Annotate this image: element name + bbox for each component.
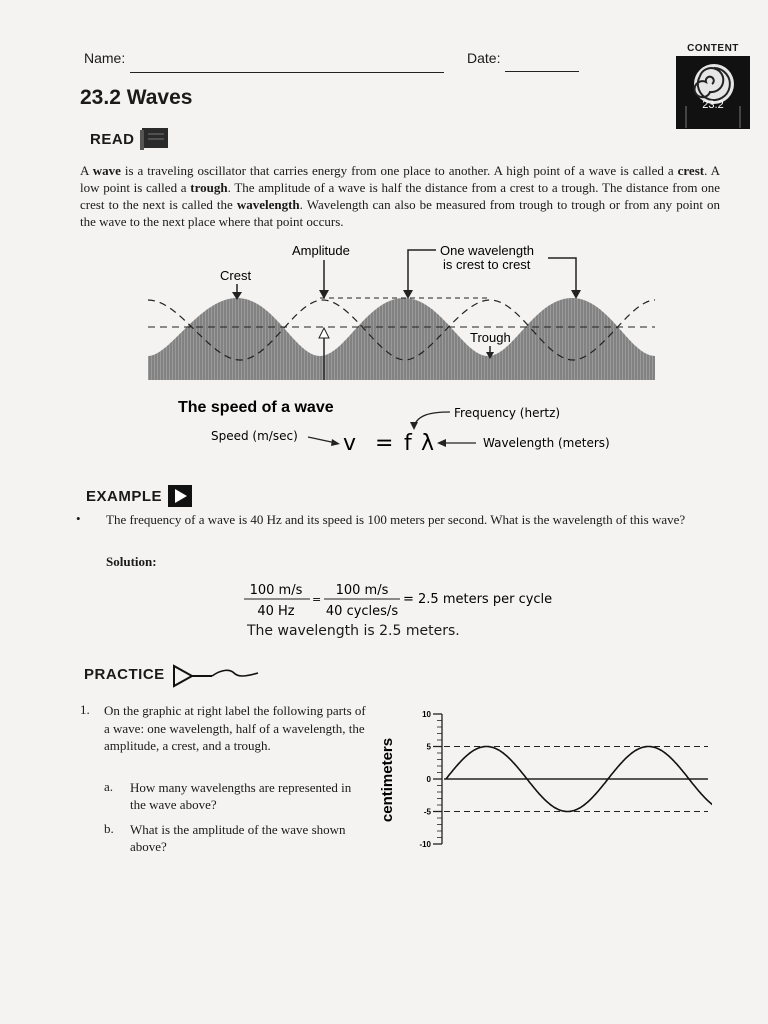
date-label: Date:	[467, 50, 501, 66]
content-badge	[676, 43, 750, 129]
frequency-label: Frequency (hertz)	[454, 406, 561, 420]
y-tick-label: -5	[423, 807, 431, 817]
practice-heading: PRACTICE	[84, 666, 165, 683]
play-arrow-icon	[168, 485, 192, 507]
bold-term: wave	[92, 163, 121, 178]
badge-number: 23.2	[702, 99, 724, 111]
fraction2-numerator: 100 m/s	[335, 583, 389, 598]
fraction1-numerator: 100 m/s	[249, 583, 303, 598]
fraction2-denominator: 40 cycles/s	[325, 604, 399, 619]
y-tick-label: 5	[426, 742, 431, 752]
paragraph-text: A	[80, 163, 93, 178]
speed-arrow-head	[331, 439, 340, 446]
paragraph-text: is a traveling oscillator that carries energy from one place to another. A high point of a wave is called a	[120, 163, 678, 178]
date-field[interactable]	[505, 71, 579, 72]
question-1-text: On the graphic at right label the following parts of a wave: one wavelength, half of a wavelength, the amplitude, a crest, and a trough.	[104, 703, 366, 753]
trough-label: Trough	[470, 330, 511, 345]
symbol-v: v	[343, 431, 357, 456]
intro-paragraph	[80, 162, 720, 230]
page-title: 23.2 Waves	[80, 86, 193, 109]
y-axis-label: centimeters	[379, 737, 396, 823]
equation-result: = 2.5 meters per cycle	[403, 592, 553, 607]
y-tick-label: 0	[426, 775, 431, 784]
wave-diagram	[140, 238, 660, 383]
symbol-lambda: λ	[421, 431, 435, 456]
pencil-arrow-icon	[172, 663, 262, 689]
frequency-arrow	[414, 412, 450, 426]
equals-sign: =	[312, 593, 322, 606]
solution-result: The wavelength is 2.5 meters.	[247, 623, 460, 639]
frequency-arrow-head	[410, 422, 418, 430]
wave-filled-shape	[148, 298, 655, 380]
paragraph-text: . A low point is called a	[80, 163, 721, 195]
solution-label: Solution:	[106, 554, 157, 569]
paragraph-text: . Wavelength can also be measured from trough to trough or from any point on the wave to the next place where that point occurs.	[80, 197, 720, 229]
name-label: Name:	[84, 50, 126, 66]
fraction1-denominator: 40 Hz	[257, 604, 295, 619]
wavelength-arrow-right-head	[571, 290, 581, 299]
badge-box	[676, 56, 750, 129]
solution-equation	[240, 578, 570, 622]
speed-formula-diagram	[170, 393, 640, 465]
read-heading: READ	[90, 131, 135, 148]
book-icon	[138, 124, 170, 152]
speed-formula-title: The speed of a wave	[178, 399, 334, 416]
wavelength-label: Wavelength (meters)	[483, 436, 610, 450]
amplitude-label: Amplitude	[292, 243, 350, 258]
speed-label: Speed (m/sec)	[211, 429, 298, 443]
example-heading: EXAMPLE	[86, 488, 163, 505]
question-a-text: How many wavelengths are represented in the wave above?	[130, 780, 352, 812]
question-1-number: 1.	[80, 702, 90, 717]
wavelength-label-line2: is crest to crest	[443, 257, 531, 272]
example-question: The frequency of a wave is 40 Hz and its speed is 100 meters per second. What is the wavelength of this wave?	[106, 512, 686, 527]
wavelength-label-line1: One wavelength	[440, 243, 534, 258]
y-tick-label: -10	[419, 840, 431, 849]
symbol-equals: =	[375, 431, 394, 456]
bold-term: wavelength	[236, 197, 300, 212]
badge-label: CONTENT	[687, 43, 739, 54]
wavelength-bracket-left	[408, 250, 436, 296]
symbol-f: f	[404, 431, 412, 456]
nautilus-shell-icon	[676, 56, 750, 129]
y-tick-label: 10	[422, 710, 431, 719]
bold-term: crest	[677, 163, 705, 178]
question-b-text: What is the amplitude of the wave shown above?	[130, 822, 346, 854]
paragraph-text: . The amplitude of a wave is half the distance from a crest to a trough. The distance from one crest to the next is called the	[80, 180, 720, 212]
y-axis-ticks	[419, 710, 442, 849]
example-bullet: •	[76, 511, 81, 526]
bold-term: trough	[190, 180, 228, 195]
practice-wave-graph	[372, 702, 712, 854]
question-a-letter: a.	[104, 779, 114, 794]
crest-label: Crest	[220, 268, 252, 283]
question-b-letter: b.	[104, 821, 114, 836]
name-field[interactable]	[130, 72, 444, 73]
amplitude-arrow-up-head	[319, 328, 329, 338]
wavelength-arrow-head	[437, 439, 446, 447]
